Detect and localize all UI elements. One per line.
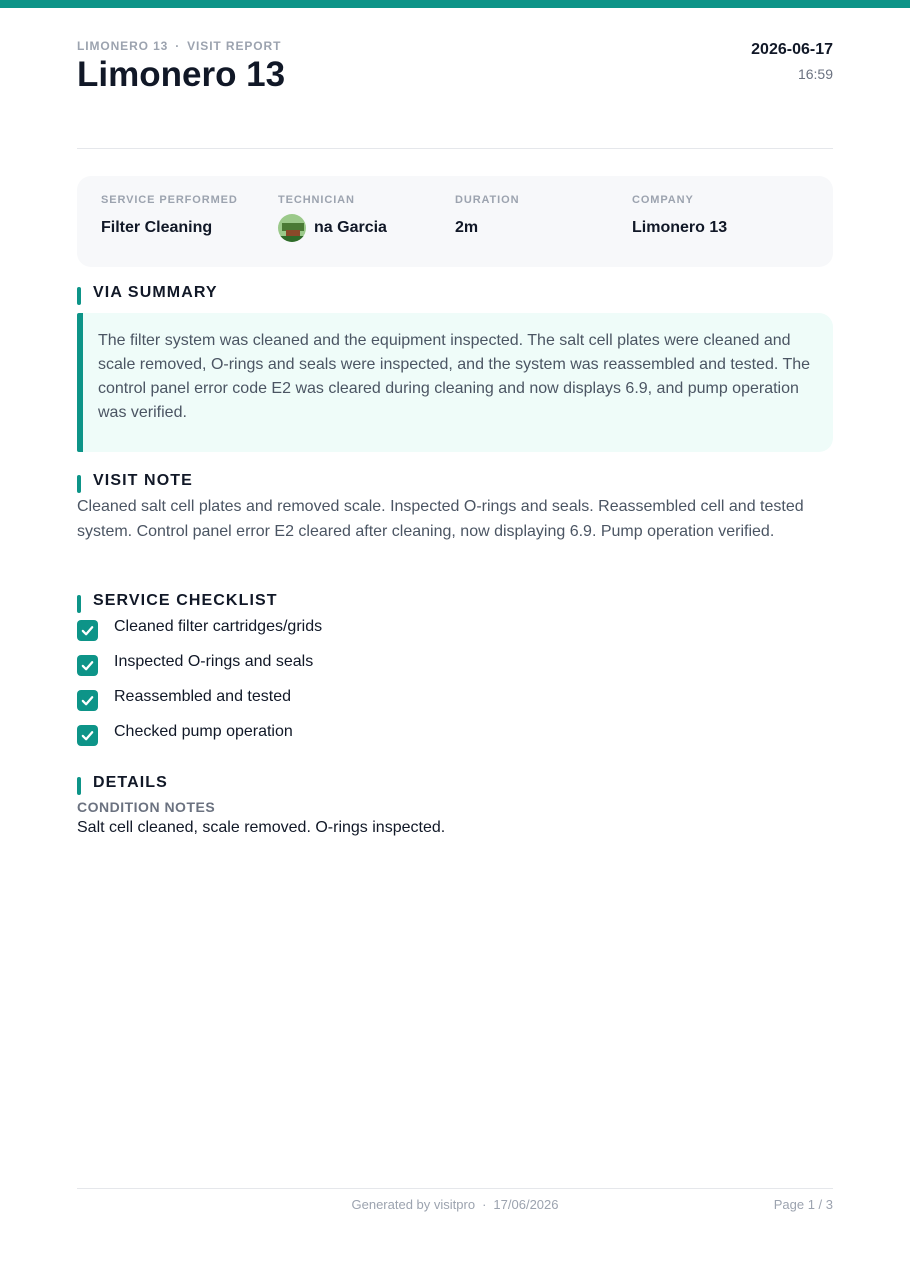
technician-value: na Garcia [314,219,387,236]
eyebrow-separator: · [175,39,181,53]
eyebrow-report-type: VISIT REPORT [187,39,282,53]
visit-note-heading [77,472,193,490]
report-date: 2026-06-17 [751,41,833,58]
footer-separator: · [482,1197,487,1212]
check-icon [77,620,98,641]
checklist-item [77,722,833,757]
visit-note-heading-text: VISIT NOTE [93,472,193,489]
details-heading [77,774,168,792]
service-checklist [77,617,833,757]
company-label: COMPANY [632,194,694,206]
footer-generated-date: 17/06/2026 [493,1197,559,1212]
footer-divider [77,1188,833,1189]
meta-technician [278,194,387,238]
condition-notes-value: Salt cell cleaned, scale removed. O-rings inspected. [77,819,446,836]
company-value: Limonero 13 [632,219,728,236]
section-marker [77,475,81,493]
top-accent-bar [0,0,910,8]
technician-row [278,218,387,238]
duration-value: 2m [455,219,479,236]
report-time: 16:59 [797,66,833,82]
checklist-item-label: Cleaned filter cartridges/grids [114,618,323,635]
section-marker [77,595,81,613]
checklist-item [77,652,833,687]
check-icon [77,655,98,676]
checklist-item-label: Inspected O-rings and seals [114,653,314,670]
technician-label: TECHNICIAN [278,194,355,206]
checklist-heading [77,592,278,610]
service-value: Filter Cleaning [101,219,213,236]
technician-avatar [278,214,306,242]
footer-generated-by: Generated by visitpro [351,1197,476,1212]
checklist-item-label: Checked pump operation [114,723,293,740]
visit-meta-card [77,176,833,267]
checklist-heading-text: SERVICE CHECKLIST [93,592,278,609]
page-title: Limonero 13 [77,55,286,94]
duration-label: DURATION [455,194,520,206]
service-label: SERVICE PERFORMED [101,194,238,206]
eyebrow-company: LIMONERO 13 [77,39,169,53]
summary-heading-text: VIA SUMMARY [93,284,218,301]
meta-duration [455,194,519,238]
section-marker [77,287,81,305]
footer-page-number: Page 1 / 3 [773,1197,833,1212]
header-divider [77,148,833,149]
checklist-item [77,687,833,722]
check-icon [77,725,98,746]
meta-company [632,194,727,238]
visit-note-text: Cleaned salt cell plates and removed scale. Inspected O-rings and seals. Reassembled cell and tested system. Control panel error E2 cleared after cleaning, now displaying 6.9. Pump operation verified. [77,498,804,540]
summary-heading [77,284,218,302]
checklist-item-label: Reassembled and tested [114,688,291,705]
meta-service [101,194,238,238]
summary-text: The filter system was cleaned and the equipment inspected. The salt cell plates were cleaned and scale removed, O-rings and seals were inspected, and the system was reassembled and tested. The control panel error code E2 was cleared during cleaning and now displays 6.9, and pump operation was verified. [98,332,811,421]
section-marker [77,777,81,795]
condition-notes-label: CONDITION NOTES [77,799,216,815]
report-eyebrow [77,39,281,53]
summary-box [77,313,833,452]
checklist-item [77,617,833,652]
footer-generated [77,1197,833,1212]
check-icon [77,690,98,711]
details-heading-text: DETAILS [93,774,168,791]
